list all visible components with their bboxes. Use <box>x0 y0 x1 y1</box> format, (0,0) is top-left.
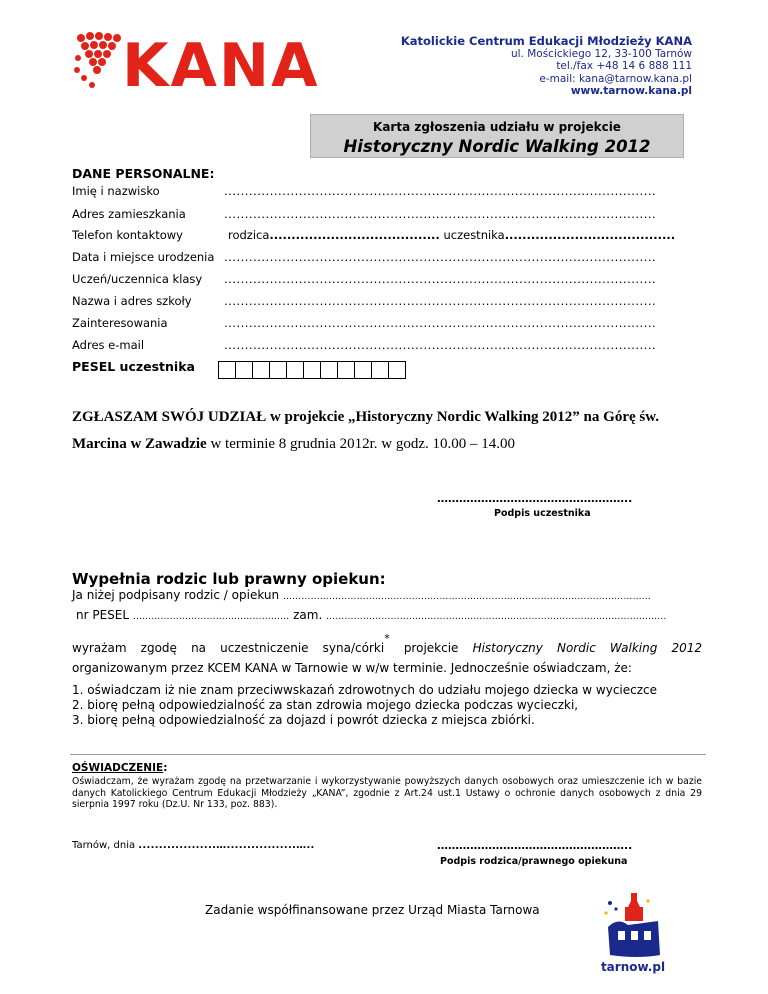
statement-colon: : <box>163 762 168 774</box>
org-name: Katolickie Centrum Edukacji Młodzieży KANA <box>400 34 692 48</box>
org-email: e-mail: kana@tarnow.kana.pl <box>539 72 692 85</box>
pesel-cell[interactable] <box>236 362 253 378</box>
pesel-cell[interactable] <box>338 362 355 378</box>
field-dots: ........................................................................................................ <box>224 250 657 264</box>
field-dots: ........................................................................................................ <box>224 316 657 330</box>
form-title-project: Historyczny Nordic Walking 2012 <box>343 137 651 156</box>
phone-parent-label: rodzica <box>228 228 270 242</box>
pesel-label: PESEL uczestnika <box>72 359 195 374</box>
parent-statements <box>72 683 657 728</box>
phone-fields <box>228 228 676 242</box>
tarnow-logo-text: tarnow.pl <box>600 960 666 974</box>
field-dots: ........................................................................................................ <box>224 207 657 221</box>
field-label: Zainteresowania <box>72 316 168 330</box>
parent-name-label: Ja niżej podpisany rodzic / opiekun <box>72 588 280 602</box>
statement-item: 2. biorę pełną odpowiedzialność za stan zdrowia mojego dziecka podczas wycieczki, <box>72 698 579 712</box>
statement-item: 1. oświadczam iż nie znam przeciwwskazań zdrowotnych do udziału mojego dziecka w wycieczce <box>72 683 658 697</box>
field-label: Nazwa i adres szkoły <box>72 294 192 308</box>
phone-student-dots: ....................................... <box>504 228 676 242</box>
statement-item: 3. biorę pełną odpowiedzialność za dojazd i powrót dziecka z miejsca zbiórki. <box>72 713 535 727</box>
participation-declaration <box>72 404 697 458</box>
consent-start: wyrażam zgodę na uczestniczenie syna/córki <box>72 641 385 655</box>
date-label: Tarnów, dnia <box>72 840 136 851</box>
field-label: Telefon kontaktowy <box>72 228 183 242</box>
field-dots: ........................................................................................................ <box>224 294 657 308</box>
field-label: Uczeń/uczennica klasy <box>72 272 203 286</box>
date-line[interactable] <box>72 840 315 851</box>
participant-signature-label: Podpis uczestnika <box>494 508 591 519</box>
kana-logo <box>72 30 342 101</box>
parent-name-dots: ………………………………………………………………………………………………………… <box>282 592 651 602</box>
footnote-star: * <box>384 632 390 645</box>
consent-text <box>72 632 702 655</box>
grape-icon <box>74 32 121 88</box>
divider <box>70 754 706 755</box>
pesel-cell[interactable] <box>287 362 304 378</box>
funding-note: Zadanie współfinansowane przez Urząd Miasta Tarnowa <box>205 903 540 917</box>
org-phone: tel./fax +48 14 6 888 111 <box>556 60 692 72</box>
parent-heading: Wypełnia rodzic lub prawny opiekun: <box>72 570 386 588</box>
form-title-line1: Karta zgłoszenia udziału w projekcie <box>373 120 621 134</box>
pesel-cell[interactable] <box>253 362 270 378</box>
declaration-rest: w terminie 8 grudnia 2012r. w godz. 10.00 – 14.00 <box>206 436 516 452</box>
statement-heading <box>72 762 167 774</box>
field-dots: ........................................................................................................ <box>224 338 657 352</box>
parent-pesel-line[interactable] <box>76 608 667 622</box>
parent-pesel-dots: …………………………………………… <box>132 612 290 622</box>
parent-address-dots: ………………………………………………………………………………………………... <box>326 612 667 622</box>
participant-signature-line[interactable]: …………………………………………….. <box>437 492 633 505</box>
form-title-box <box>310 114 684 158</box>
statement-heading-text: OŚWIADCZENIE <box>72 762 164 774</box>
parent-signature-label: Podpis rodzica/prawnego opiekuna <box>440 856 628 867</box>
pesel-cell[interactable] <box>219 362 236 378</box>
field-dots: ........................................................................................................ <box>224 272 657 286</box>
tarnow-logo <box>598 887 668 977</box>
consent-organizer: organizowanym przez KCEM KANA w Tarnowie w w/w terminie. Jednocześnie oświadczam, że: <box>72 661 632 675</box>
organization-info <box>401 35 692 98</box>
pesel-cell[interactable] <box>372 362 389 378</box>
phone-student-label: uczestnika <box>443 228 505 242</box>
consent-project: Historyczny Nordic Walking 2012 <box>472 641 702 655</box>
statement-text: Oświadczam, że wyrażam zgodę na przetwarzanie i wykorzystywanie powyższych danych osobowych oraz umieszczenie ich w bazie danych Katolickiego Centrum Edukacji Młodzieży „KANA”, zgodnie z Art.24 ust.1 Ustawy o ochronie danych osobowych z dnia 29 sierpnia 1997 roku (Dz.U. Nr 133, poz. 883). <box>72 776 702 810</box>
declaration-bold: ZGŁASZAM SWÓJ UDZIAŁ w projekcie „Historyczny Nordic Walking 2012” na Górę św. Marcina w Zawadzie <box>72 409 659 452</box>
parent-name-line[interactable] <box>72 588 651 602</box>
org-website: www.tarnow.kana.pl <box>570 85 692 97</box>
pesel-cell[interactable] <box>321 362 338 378</box>
pesel-cell[interactable] <box>355 362 372 378</box>
field-label: Adres zamieszkania <box>72 207 186 221</box>
parent-pesel-label: nr PESEL <box>76 608 130 622</box>
field-label: Data i miejsce urodzenia <box>72 250 215 264</box>
town-hall-icon <box>604 893 660 957</box>
consent-mid: projekcie <box>389 641 473 655</box>
pesel-cell[interactable] <box>304 362 321 378</box>
pesel-cell[interactable] <box>270 362 287 378</box>
personal-data-heading: DANE PERSONALNE: <box>72 166 215 181</box>
parent-address-label: zam. <box>293 608 323 622</box>
field-dots: ........................................................................................................ <box>224 184 657 198</box>
pesel-cell[interactable] <box>389 362 405 378</box>
date-dots: ...................….................….. <box>138 840 315 851</box>
phone-parent-dots: ....................................... <box>269 228 440 242</box>
pesel-input-grid[interactable] <box>218 361 406 379</box>
field-label: Imię i nazwisko <box>72 184 160 198</box>
parent-signature-line[interactable]: …………………………………………….. <box>437 839 633 852</box>
logo-text: KANA <box>122 31 320 101</box>
org-address: ul. Mościckiego 12, 33-100 Tarnów <box>510 47 692 60</box>
field-label: Adres e-mail <box>72 338 145 352</box>
